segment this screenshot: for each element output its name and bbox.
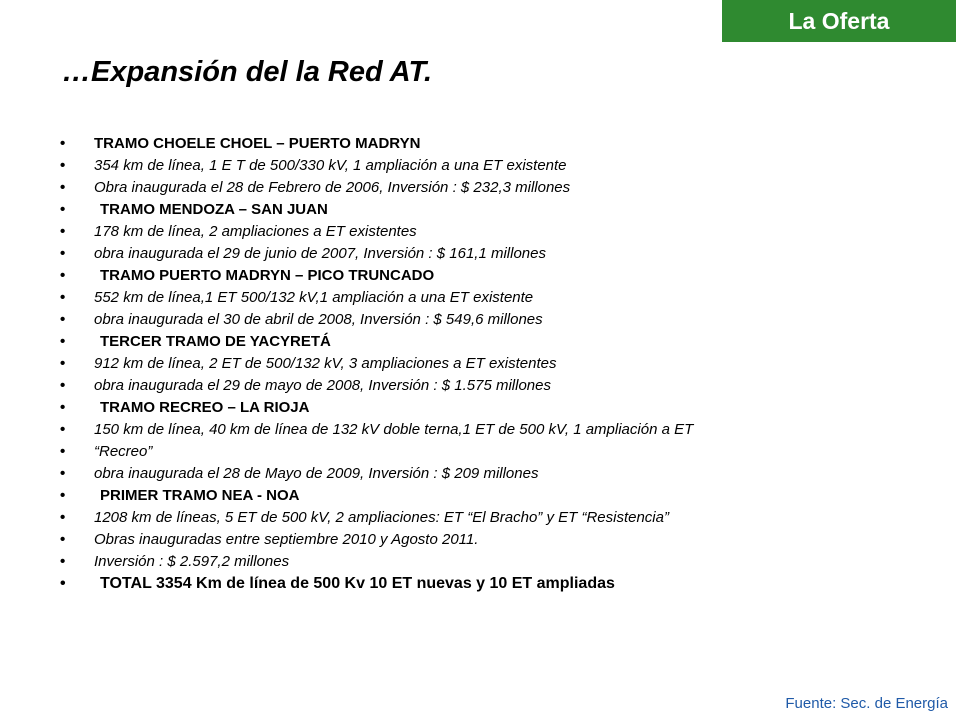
bullet-item <box>60 199 940 221</box>
bullet-icon: • <box>60 355 66 372</box>
bullet-item <box>60 419 940 441</box>
bullet-item <box>60 221 940 243</box>
bullet-item <box>60 353 940 375</box>
bullet-icon: • <box>60 487 66 504</box>
bullet-icon: • <box>60 289 66 306</box>
bullet-icon: • <box>60 311 66 328</box>
bullet-item <box>60 551 940 573</box>
bullet-text: 354 km de línea, 1 E T de 500/330 kV, 1 ampliación a una ET existente <box>94 157 567 174</box>
bullet-item <box>60 507 940 529</box>
bullet-icon: • <box>60 201 66 218</box>
bullet-item <box>60 265 940 287</box>
bullet-icon: • <box>60 377 66 394</box>
bullet-text: TOTAL 3354 Km de línea de 500 Kv 10 ET nuevas y 10 ET ampliadas <box>100 575 615 592</box>
bullet-icon: • <box>60 179 66 196</box>
bullet-item <box>60 485 940 507</box>
bullet-text: 912 km de línea, 2 ET de 500/132 kV, 3 ampliaciones a ET existentes <box>94 355 557 372</box>
bullet-item <box>60 529 940 551</box>
source-note: Fuente: Sec. de Energía <box>785 695 948 712</box>
bullet-item <box>60 177 940 199</box>
bullet-icon: • <box>60 135 66 152</box>
bullet-icon: • <box>60 267 66 284</box>
bullet-item <box>60 287 940 309</box>
bullet-item <box>60 463 940 485</box>
bullet-text: TRAMO RECREO – LA RIOJA <box>100 399 310 416</box>
bullet-icon: • <box>60 223 66 240</box>
slide-title: …Expansión del la Red AT. <box>62 56 433 88</box>
bullet-text: 178 km de línea, 2 ampliaciones a ET existentes <box>94 223 417 240</box>
bullet-icon: • <box>60 575 66 592</box>
bullet-icon: • <box>60 531 66 548</box>
bullet-icon: • <box>60 333 66 350</box>
bullet-text: TRAMO CHOELE CHOEL – PUERTO MADRYN <box>94 135 421 152</box>
bullet-text: obra inaugurada el 30 de abril de 2008, Inversión : $ 549,6 millones <box>94 311 543 328</box>
bullet-icon: • <box>60 443 66 460</box>
bullet-text: TRAMO MENDOZA – SAN JUAN <box>100 201 328 218</box>
bullet-item <box>60 375 940 397</box>
bullet-text: 1208 km de líneas, 5 ET de 500 kV, 2 ampliaciones: ET “El Bracho” y ET “Resistencia” <box>94 509 669 526</box>
bullet-icon: • <box>60 553 66 570</box>
bullet-list <box>60 133 940 595</box>
bullet-text: obra inaugurada el 29 de junio de 2007, Inversión : $ 161,1 millones <box>94 245 546 262</box>
bullet-text: TERCER TRAMO DE YACYRETÁ <box>100 333 331 350</box>
section-badge: La Oferta <box>722 0 956 42</box>
bullet-item <box>60 155 940 177</box>
bullet-text: 552 km de línea,1 ET 500/132 kV,1 ampliación a una ET existente <box>94 289 534 306</box>
bullet-text: “Recreo” <box>94 443 153 460</box>
bullet-item <box>60 331 940 353</box>
bullet-item <box>60 441 940 463</box>
bullet-item <box>60 243 940 265</box>
bullet-text: 150 km de línea, 40 km de línea de 132 kV doble terna,1 ET de 500 kV, 1 ampliación a ET <box>94 421 694 438</box>
bullet-item <box>60 573 940 595</box>
bullet-text: Obras inauguradas entre septiembre 2010 y Agosto 2011. <box>94 531 479 548</box>
bullet-item <box>60 397 940 419</box>
bullet-icon: • <box>60 245 66 262</box>
bullet-text: TRAMO PUERTO MADRYN – PICO TRUNCADO <box>100 267 435 284</box>
bullet-text: Obra inaugurada el 28 de Febrero de 2006, Inversión : $ 232,3 millones <box>94 179 571 196</box>
bullet-item <box>60 309 940 331</box>
bullet-text: obra inaugurada el 29 de mayo de 2008, Inversión : $ 1.575 millones <box>94 377 551 394</box>
bullet-icon: • <box>60 157 66 174</box>
bullet-text: PRIMER TRAMO NEA - NOA <box>100 487 300 504</box>
bullet-text: obra inaugurada el 28 de Mayo de 2009, Inversión : $ 209 millones <box>94 465 539 482</box>
bullet-icon: • <box>60 399 66 416</box>
bullet-icon: • <box>60 421 66 438</box>
bullet-icon: • <box>60 509 66 526</box>
bullet-icon: • <box>60 465 66 482</box>
bullet-item <box>60 133 940 155</box>
bullet-text: Inversión : $ 2.597,2 millones <box>94 553 290 570</box>
